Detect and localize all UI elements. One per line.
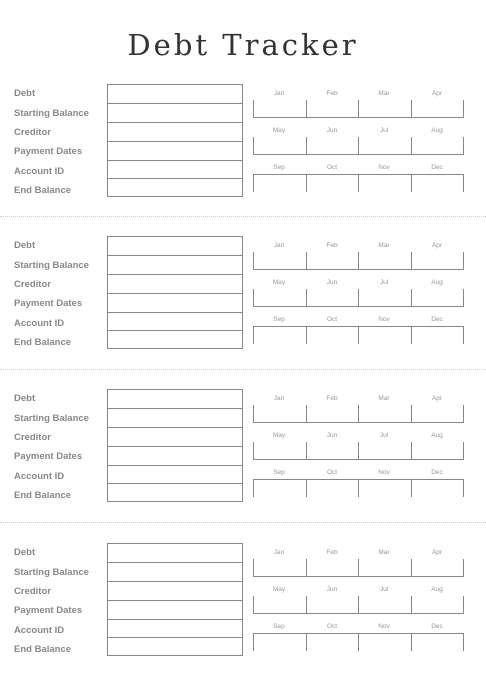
- field-label: End Balance: [14, 644, 72, 655]
- field-label: Payment Dates: [14, 451, 83, 462]
- month-label: Aug: [431, 586, 443, 593]
- month-label: Oct: [326, 164, 338, 171]
- field-label: Account ID: [14, 471, 65, 482]
- month-input-box[interactable]: [411, 633, 464, 651]
- month-input-box[interactable]: [358, 174, 411, 192]
- field-input-column[interactable]: [107, 236, 243, 349]
- field-label: Starting Balance: [14, 260, 89, 271]
- month-label: Feb: [326, 242, 338, 249]
- month-input-box[interactable]: [306, 479, 359, 497]
- month-label: Dec: [431, 164, 443, 171]
- month-label: Nov: [378, 469, 390, 476]
- month-label: Mar: [378, 242, 390, 249]
- field-label: End Balance: [14, 185, 72, 196]
- month-input-box[interactable]: [306, 252, 359, 270]
- field-cell-divider: [108, 312, 242, 313]
- month-input-box[interactable]: [306, 137, 359, 155]
- month-input-box[interactable]: [411, 289, 464, 307]
- month-input-box[interactable]: [358, 442, 411, 460]
- field-label: Debt: [14, 547, 36, 558]
- month-input-box[interactable]: [253, 596, 306, 614]
- field-cell-divider: [108, 619, 242, 620]
- field-cell-divider: [108, 330, 242, 331]
- month-input-box[interactable]: [253, 137, 306, 155]
- month-label: May: [272, 127, 286, 134]
- month-input-box[interactable]: [306, 174, 359, 192]
- month-label: May: [272, 586, 286, 593]
- field-cell-divider: [108, 103, 242, 104]
- month-input-box[interactable]: [253, 326, 306, 344]
- field-cell-divider: [108, 160, 242, 161]
- field-cell-divider: [108, 122, 242, 123]
- month-input-box[interactable]: [253, 479, 306, 497]
- month-input-box[interactable]: [306, 633, 359, 651]
- month-label: Feb: [326, 549, 338, 556]
- field-label: Payment Dates: [14, 146, 83, 157]
- month-label: Apr: [431, 242, 443, 249]
- month-label: Sep: [273, 469, 285, 476]
- field-input-column[interactable]: [107, 543, 243, 656]
- month-input-box[interactable]: [358, 252, 411, 270]
- month-label: Aug: [431, 279, 443, 286]
- field-cell-divider: [108, 427, 242, 428]
- month-label: Sep: [273, 623, 285, 630]
- month-label: Nov: [378, 164, 390, 171]
- field-cell-divider: [108, 178, 242, 179]
- month-input-box[interactable]: [306, 442, 359, 460]
- month-input-box[interactable]: [306, 100, 359, 118]
- month-input-box[interactable]: [306, 405, 359, 423]
- month-label: Mar: [378, 549, 390, 556]
- field-label: Starting Balance: [14, 567, 89, 578]
- month-input-box[interactable]: [306, 326, 359, 344]
- field-label: Starting Balance: [14, 413, 89, 424]
- debt-section-1: [0, 84, 486, 204]
- month-input-box[interactable]: [358, 289, 411, 307]
- month-label: May: [272, 432, 286, 439]
- field-cell-divider: [108, 637, 242, 638]
- field-label: Starting Balance: [14, 108, 89, 119]
- field-cell-divider: [108, 483, 242, 484]
- page-title: Debt Tracker: [127, 28, 359, 62]
- month-label: Jan: [273, 395, 285, 402]
- field-label: Account ID: [14, 318, 65, 329]
- field-input-column[interactable]: [107, 389, 243, 502]
- month-input-box[interactable]: [411, 252, 464, 270]
- month-input-box[interactable]: [253, 405, 306, 423]
- field-cell-divider: [108, 141, 242, 142]
- field-cell-divider: [108, 581, 242, 582]
- month-input-box[interactable]: [411, 479, 464, 497]
- month-input-box[interactable]: [358, 479, 411, 497]
- month-input-box[interactable]: [358, 100, 411, 118]
- month-label: Jul: [379, 127, 389, 134]
- month-input-box[interactable]: [358, 137, 411, 155]
- month-input-box[interactable]: [411, 137, 464, 155]
- month-label: Jul: [379, 432, 389, 439]
- month-label: Sep: [273, 164, 285, 171]
- month-label: Oct: [326, 316, 338, 323]
- debt-section-2: [0, 236, 486, 356]
- debt-section-4: [0, 543, 486, 663]
- month-label: Dec: [431, 623, 443, 630]
- month-input-box[interactable]: [411, 100, 464, 118]
- month-label: Nov: [378, 623, 390, 630]
- field-cell-divider: [108, 446, 242, 447]
- month-input-box[interactable]: [411, 559, 464, 577]
- month-input-box[interactable]: [253, 633, 306, 651]
- month-label: Jun: [326, 279, 338, 286]
- month-label: Apr: [431, 90, 443, 97]
- month-input-box[interactable]: [306, 596, 359, 614]
- month-input-box[interactable]: [253, 289, 306, 307]
- field-label: Payment Dates: [14, 605, 83, 616]
- section-divider: [0, 369, 486, 370]
- field-label: Creditor: [14, 127, 51, 138]
- month-input-box[interactable]: [253, 174, 306, 192]
- month-label: Jan: [273, 90, 285, 97]
- field-label: Account ID: [14, 625, 65, 636]
- field-label: End Balance: [14, 490, 72, 501]
- field-label: End Balance: [14, 337, 72, 348]
- field-cell-divider: [108, 255, 242, 256]
- month-label: May: [272, 279, 286, 286]
- month-input-box[interactable]: [411, 596, 464, 614]
- month-input-box[interactable]: [253, 252, 306, 270]
- month-label: Mar: [378, 395, 390, 402]
- month-label: Jul: [379, 279, 389, 286]
- month-input-box[interactable]: [358, 596, 411, 614]
- field-cell-divider: [108, 293, 242, 294]
- field-label: Debt: [14, 393, 36, 404]
- month-label: Oct: [326, 469, 338, 476]
- month-input-box[interactable]: [358, 633, 411, 651]
- field-cell-divider: [108, 274, 242, 275]
- month-input-box[interactable]: [411, 442, 464, 460]
- month-label: Jan: [273, 549, 285, 556]
- field-input-column[interactable]: [107, 84, 243, 197]
- month-input-box[interactable]: [306, 559, 359, 577]
- field-label: Account ID: [14, 166, 65, 177]
- field-cell-divider: [108, 562, 242, 563]
- month-label: Feb: [326, 90, 338, 97]
- month-input-box[interactable]: [306, 289, 359, 307]
- month-label: Mar: [378, 90, 390, 97]
- month-label: Jan: [273, 242, 285, 249]
- month-input-box[interactable]: [253, 100, 306, 118]
- month-label: Aug: [431, 127, 443, 134]
- field-label: Debt: [14, 88, 36, 99]
- month-input-box[interactable]: [358, 405, 411, 423]
- month-input-box[interactable]: [358, 559, 411, 577]
- month-label: Aug: [431, 432, 443, 439]
- field-label: Creditor: [14, 279, 51, 290]
- field-cell-divider: [108, 465, 242, 466]
- field-cell-divider: [108, 600, 242, 601]
- month-input-box[interactable]: [253, 559, 306, 577]
- month-label: Dec: [431, 469, 443, 476]
- section-divider: [0, 216, 486, 217]
- month-label: Nov: [378, 316, 390, 323]
- month-label: Jun: [326, 127, 338, 134]
- month-input-box[interactable]: [358, 326, 411, 344]
- month-input-box[interactable]: [411, 326, 464, 344]
- month-input-box[interactable]: [253, 442, 306, 460]
- field-label: Creditor: [14, 432, 51, 443]
- month-label: Dec: [431, 316, 443, 323]
- month-input-box[interactable]: [411, 405, 464, 423]
- field-label: Payment Dates: [14, 298, 83, 309]
- debt-section-3: [0, 389, 486, 509]
- month-label: Apr: [431, 549, 443, 556]
- month-label: Apr: [431, 395, 443, 402]
- month-label: Jun: [326, 586, 338, 593]
- month-label: Jul: [379, 586, 389, 593]
- month-label: Sep: [273, 316, 285, 323]
- field-label: Debt: [14, 240, 36, 251]
- section-divider: [0, 522, 486, 523]
- month-label: Feb: [326, 395, 338, 402]
- field-label: Creditor: [14, 586, 51, 597]
- month-label: Oct: [326, 623, 338, 630]
- month-label: Jun: [326, 432, 338, 439]
- field-cell-divider: [108, 408, 242, 409]
- month-input-box[interactable]: [411, 174, 464, 192]
